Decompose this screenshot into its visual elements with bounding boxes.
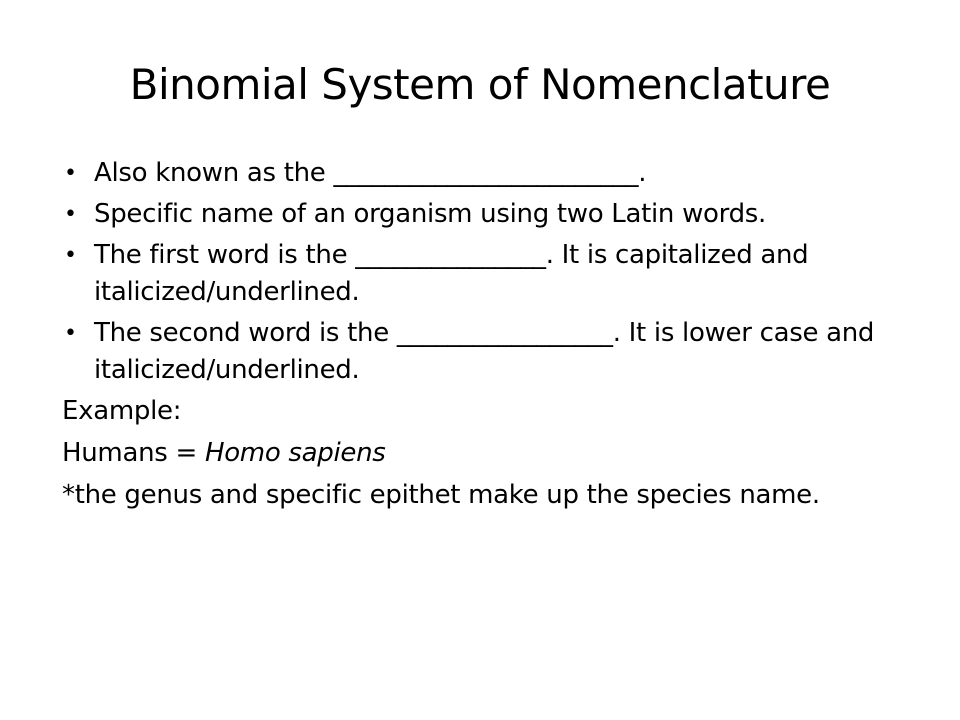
- bullet-dot-icon: •: [64, 243, 77, 268]
- bullet-dot-icon: •: [64, 321, 77, 346]
- bullet-text: Also known as the ________________________.: [94, 158, 647, 188]
- bullet-list: [62, 155, 922, 389]
- bullet-item: [62, 237, 922, 311]
- footnote: *the genus and specific epithet make up the species name.: [62, 480, 820, 510]
- humans-prefix: Humans =: [62, 438, 205, 468]
- bullet-item: [62, 196, 922, 233]
- humans-example: [62, 435, 922, 472]
- bullet-text: The first word is the _______________. It is capitalized and italicized/underlined.: [94, 240, 809, 307]
- slide-content: [62, 155, 922, 514]
- bullet-item: [62, 315, 922, 389]
- slide-title: Binomial System of Nomenclature: [129, 60, 831, 109]
- example-label: Example:: [62, 396, 182, 426]
- bullet-item: [62, 155, 922, 192]
- bullet-text: Specific name of an organism using two Latin words.: [94, 199, 766, 229]
- bullet-dot-icon: •: [64, 161, 77, 186]
- bullet-dot-icon: •: [64, 202, 77, 227]
- scientific-name: Homo sapiens: [204, 438, 386, 468]
- bullet-text: The second word is the _________________. It is lower case and italicized/underlined.: [94, 318, 875, 385]
